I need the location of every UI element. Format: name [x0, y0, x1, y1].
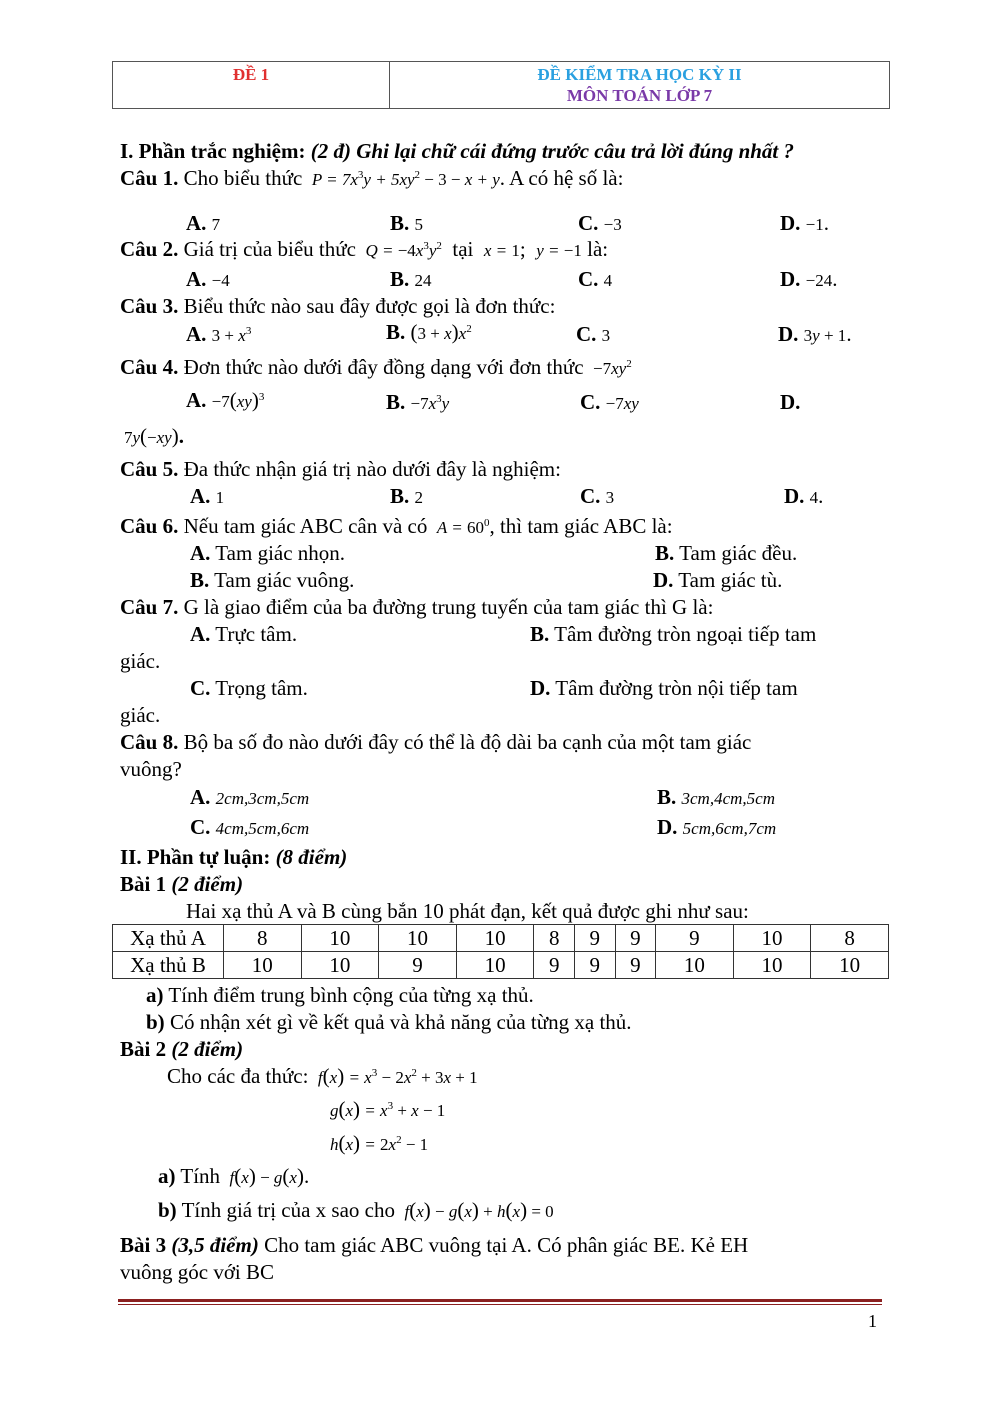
q4-option-d: D.	[780, 390, 801, 414]
q3-option-c: C. 3	[576, 322, 611, 346]
poly-h: $h(x) = 2x^2 - 1$	[330, 1131, 429, 1155]
question-6: Câu 6. Nếu tam giác ABC cân và có $A = 60^0$, thì tam giác ABC là:	[120, 514, 673, 538]
question-8-wrap: vuông?	[120, 757, 182, 781]
q4-option-a: A. −7(xy)$^3$	[186, 388, 265, 412]
exam-title: ĐỀ KIỂM TRA HỌC KỲ II	[537, 65, 742, 84]
q7-option-d-wrap: giác.	[120, 703, 161, 727]
q6-option-a: A. Tam giác nhọn.	[190, 541, 346, 565]
q7-option-b-wrap: giác.	[120, 649, 161, 673]
exam-code: ĐỀ 1	[232, 65, 270, 84]
q5-option-a: A. 1	[190, 484, 225, 508]
exam-title-cell	[390, 62, 889, 108]
expression-q: $Q = -4x^3y^2$	[361, 240, 442, 260]
part1-title: I. Phần trắc nghiệm:	[120, 139, 306, 163]
q8-option-c: C. 4cm,5cm,6cm	[190, 815, 310, 839]
score-table	[112, 924, 889, 979]
q5-option-d: D. 4.	[784, 484, 824, 508]
bai1-part-b: b) Có nhận xét gì về kết quả và khả năng của từng xạ thủ.	[146, 1010, 632, 1034]
q6-option-b1: B. Tam giác đều.	[655, 541, 798, 565]
bai1-heading: Bài 1 (2 điểm)	[120, 872, 244, 896]
bai2-heading: Bài 2 (2 điểm)	[120, 1037, 244, 1061]
header-table	[112, 61, 890, 109]
q2-option-b: B. 24	[390, 267, 432, 291]
q3-option-b: B. $(3 + x)x^2$	[386, 320, 472, 344]
bai1-intro: Hai xạ thủ A và B cùng bắn 10 phát đạn, kết quả được ghi như sau:	[186, 899, 749, 923]
footer-rule-thin	[118, 1304, 882, 1305]
part1-heading	[120, 139, 794, 164]
table-row: Xạ thủ A 8 10 10 10 8 9 9 9 10 8	[113, 925, 889, 952]
question-3: Câu 3. Biểu thức nào sau đây được gọi là đơn thức:	[120, 294, 556, 318]
q2-option-c: C. 4	[578, 267, 613, 291]
poly-g: $g(x) = x^3 + x - 1$	[330, 1097, 446, 1121]
question-1: Câu 1. Cho biểu thức $P = 7x^3y + 5xy^2 - 3 - x + y$. A có hệ số là:	[120, 166, 624, 190]
q5-option-c: C. 3	[580, 484, 615, 508]
q1-option-a: A. 7	[186, 211, 221, 235]
q1-option-d: D. −1.	[780, 211, 830, 235]
q7-option-a: A. Trực tâm.	[190, 622, 298, 646]
q6-option-b2: B. Tam giác vuông.	[190, 568, 355, 592]
table-row: Xạ thủ B 10 10 9 10 9 9 9 10 10 10	[113, 952, 889, 979]
q6-option-d: D. Tam giác tù.	[653, 568, 783, 592]
q2-option-a: A. −4	[186, 267, 230, 291]
q7-option-d: D. Tâm đường tròn nội tiếp tam	[530, 676, 798, 700]
q2-option-d: D. −24.	[780, 267, 838, 291]
bai3: Bài 3 (3,5 điểm) Cho tam giác ABC vuông tại A. Có phân giác BE. Kẻ EH	[120, 1233, 749, 1257]
q7-option-b: B. Tâm đường tròn ngoại tiếp tam	[530, 622, 817, 646]
q4-option-c: C. −7xy	[580, 390, 639, 414]
bai2-part-a: a) Tính f(x) − g(x).	[158, 1164, 310, 1188]
footer-rule	[118, 1299, 882, 1302]
q3-option-d: D. 3y + 1.	[778, 322, 852, 346]
exam-subject: MÔN TOÁN LỚP 7	[566, 86, 713, 105]
q3-option-a: A. $3 + x^3$	[186, 322, 252, 346]
question-2: Câu 2. Giá trị của biểu thức $Q = -4x^3y^2$ tại x = 1; y = −1 là:	[120, 237, 609, 261]
bai3-wrap: vuông góc với BC	[120, 1260, 275, 1284]
expression-p: $P = 7x^3y + 5xy^2 - 3 - x + y$	[307, 169, 500, 189]
q8-option-d: D. 5cm,6cm,7cm	[657, 815, 777, 839]
question-4: Câu 4. Đơn thức nào dưới đây đồng dạng với đơn thức $-7xy^2$	[120, 355, 632, 379]
part2-heading: II. Phần tự luận: (8 điểm)	[120, 845, 348, 869]
bai2-intro: Cho các đa thức: $f(x) = x^3 - 2x^2 + 3x + 1$	[167, 1064, 478, 1088]
q1-option-b: B. 5	[390, 211, 424, 235]
q7-option-c: C. Trọng tâm.	[190, 676, 308, 700]
bai1-part-a: a) Tính điểm trung bình cộng của từng xạ thủ.	[146, 983, 534, 1007]
q4-option-d-value: 7y(−xy).	[124, 424, 184, 448]
question-5: Câu 5. Đa thức nhận giá trị nào dưới đây là nghiệm:	[120, 457, 561, 481]
q8-option-b: B. 3cm,4cm,5cm	[657, 785, 775, 809]
q8-option-a: A. 2cm,3cm,5cm	[190, 785, 310, 809]
exam-code-cell	[113, 62, 390, 108]
question-7: Câu 7. G là giao điểm của ba đường trung tuyến của tam giác thì G là:	[120, 595, 714, 619]
page-number: 1	[868, 1311, 877, 1331]
question-8: Câu 8. Bộ ba số đo nào dưới đây có thể là độ dài ba cạnh của một tam giác	[120, 730, 752, 754]
bai2-part-b: b) Tính giá trị của x sao cho f(x) − g(x) + h(x) = 0	[158, 1198, 554, 1222]
q4-option-b: B. $-7x^3y$	[386, 390, 450, 414]
q1-option-c: C. −3	[578, 211, 622, 235]
q5-option-b: B. 2	[390, 484, 424, 508]
part1-instruction: (2 đ) Ghi lại chữ cái đứng trước câu trả lời đúng nhất ?	[310, 139, 795, 163]
